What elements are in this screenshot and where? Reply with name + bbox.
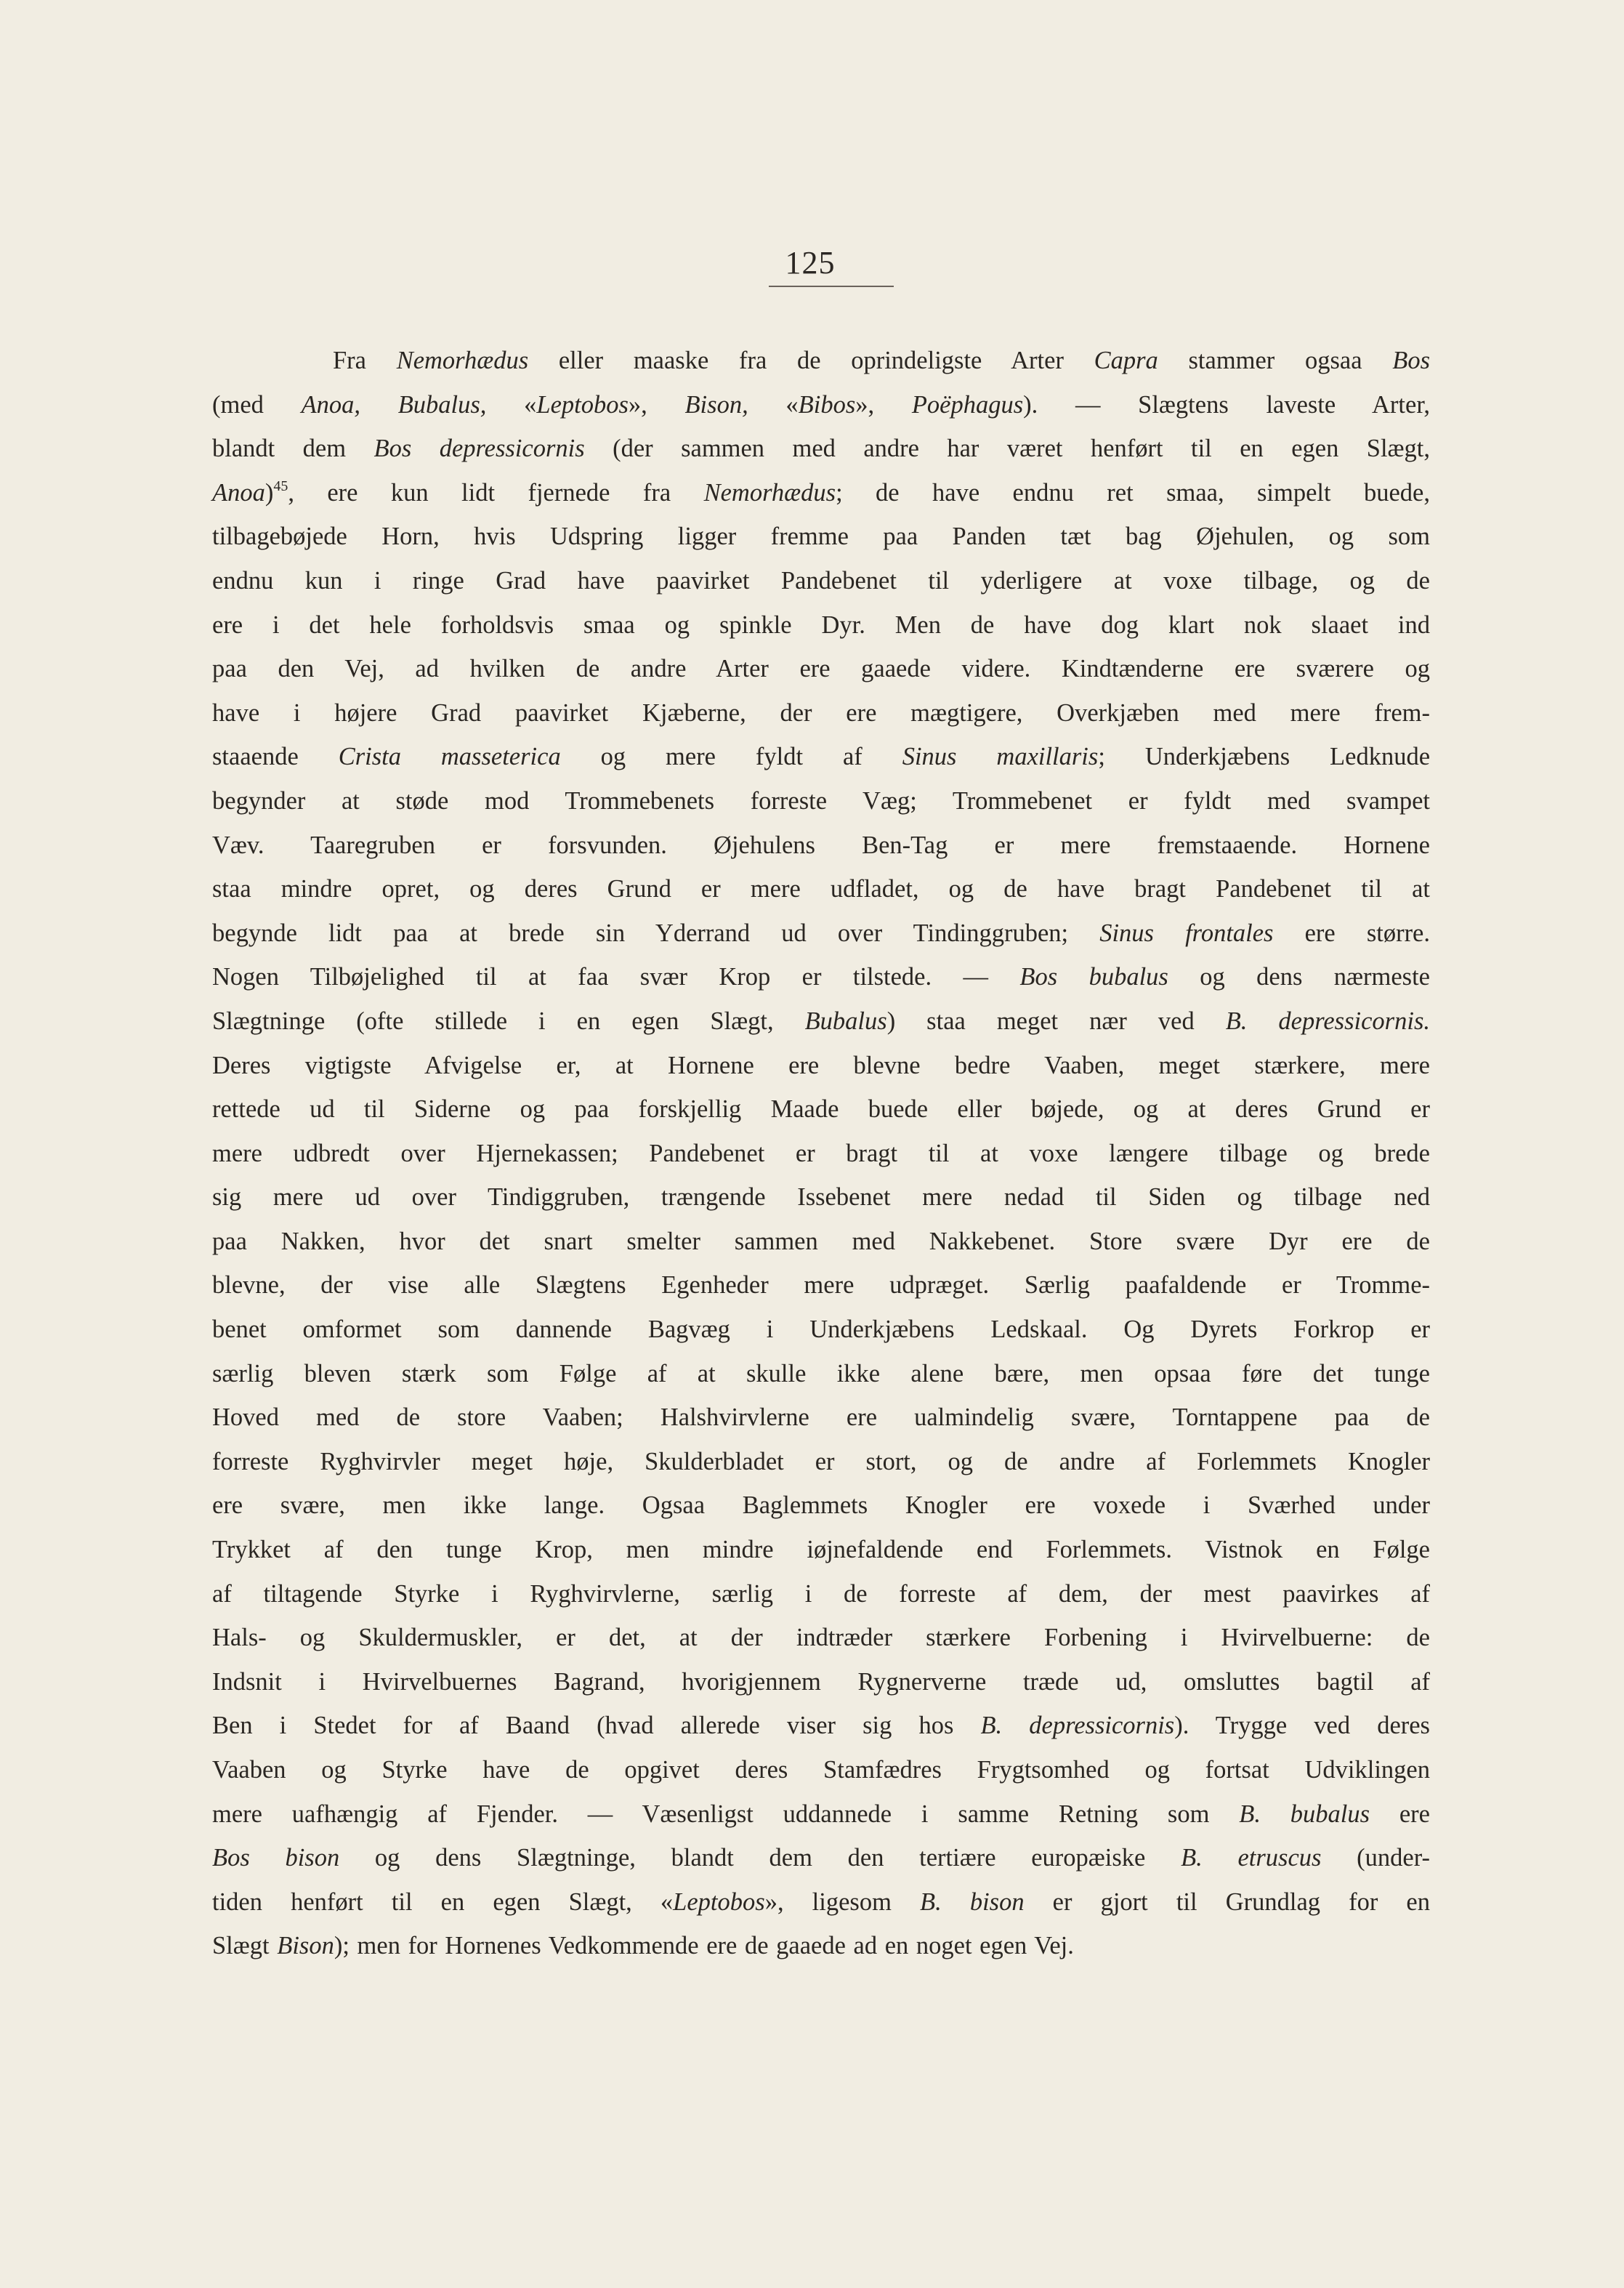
- italic-term: B. bison: [920, 1888, 1025, 1916]
- text-line: [212, 1483, 1430, 1528]
- text-run: sig mere ud over Tindiggruben, trængende Issebenet mere nedad til Siden og tilbage ned: [212, 1183, 1430, 1212]
- text-line: [212, 1616, 1430, 1660]
- text-run: », ligesom: [764, 1888, 921, 1916]
- text-run: «: [486, 390, 537, 419]
- text-run: staa mindre opret, og deres Grund er mere udfladet, og de have bragt Pandebenet til at: [212, 875, 1430, 903]
- text-line: [212, 1395, 1430, 1440]
- text-run: Ben i Stedet for af Baand (hvad allerede viser sig hos: [212, 1712, 981, 1740]
- text-line: [212, 603, 1430, 648]
- italic-term: B. depressicornis.: [1225, 1007, 1430, 1035]
- text-run: ; de have endnu ret smaa, simpelt buede,: [836, 478, 1430, 507]
- text-line: [212, 1263, 1430, 1308]
- text-line: [212, 559, 1430, 603]
- text-run: (med: [212, 390, 302, 419]
- text-run: Indsnit i Hvirvelbuernes Bagrand, hvorigjennem Rygnerverne træde ud, omsluttes bagtil af: [212, 1667, 1430, 1696]
- text-line: [212, 1572, 1430, 1616]
- text-line: [212, 955, 1430, 999]
- text-run: blevne, der vise alle Slægtens Egenheder mere udpræget. Særlig paafaldende er Tromme-: [212, 1271, 1430, 1300]
- text-line: [212, 1132, 1430, 1176]
- text-line: [212, 691, 1430, 736]
- text-line: [212, 735, 1430, 779]
- italic-term: Leptobos: [536, 390, 629, 419]
- text-run: ): [264, 478, 274, 507]
- text-line: [212, 1220, 1430, 1264]
- text-line: [212, 383, 1430, 427]
- italic-term: Nemorhædus: [703, 478, 836, 507]
- italic-term: Anoa: [212, 478, 265, 507]
- italic-term: B. bubalus: [1239, 1800, 1370, 1828]
- text-line: [212, 1044, 1430, 1088]
- text-line: [212, 823, 1430, 868]
- text-line: [212, 1792, 1430, 1837]
- text-run: ). — Slægtens laveste Arter,: [1023, 390, 1431, 419]
- text-line: [212, 1924, 1430, 1968]
- italic-term: Capra: [1094, 347, 1158, 374]
- text-run: Fra: [333, 347, 397, 374]
- text-line: [212, 1528, 1430, 1572]
- text-line: [212, 427, 1430, 471]
- text-run: ere større.: [1273, 919, 1430, 947]
- text-run: begynde lidt paa at brede sin Yderrand ud over Tindinggruben;: [212, 919, 1100, 947]
- text-run: ere svære, men ikke lange. Ogsaa Baglemmets Knogler ere voxede i Sværhed under: [212, 1491, 1430, 1520]
- text-line: [212, 1748, 1430, 1792]
- text-run: Nogen Tilbøjelighed til at faa svær Krop er tilstede. —: [212, 963, 1020, 991]
- text-run: Hoved med de store Vaaben; Halshvirvlerne ere ualmindelig svære, Torntappene paa de: [212, 1403, 1430, 1432]
- text-run: Slægtninge (ofte stillede i en egen Slægt,: [212, 1007, 805, 1035]
- text-run: ere i det hele forholdsvis smaa og spinkle Dyr. Men de have dog klart nok slaaet ind: [212, 611, 1430, 639]
- text-run: have i højere Grad paavirket Kjæberne, der ere mægtigere, Overkjæben med mere frem-: [212, 698, 1430, 727]
- text-line: [212, 1440, 1430, 1484]
- text-line: [212, 1880, 1430, 1925]
- text-run: er gjort til Grundlag for en: [1024, 1888, 1430, 1916]
- text-run: mere uafhængig af Fjender. — Væsenligst uddannede i samme Retning som: [212, 1800, 1240, 1828]
- text-run: ere: [1370, 1800, 1430, 1828]
- text-run: stammer ogsaa: [1158, 347, 1393, 374]
- text-line: [212, 471, 1430, 515]
- text-line: [212, 1704, 1430, 1748]
- text-line: [212, 1352, 1430, 1396]
- text-run: Trykket af den tunge Krop, men mindre iøjnefaldende end Forlemmets. Vistnok en Følge: [212, 1536, 1430, 1564]
- italic-term: Leptobos: [673, 1888, 765, 1916]
- text-run: mere udbredt over Hjernekassen; Pandebenet er bragt til at voxe længere tilbage og brede: [212, 1139, 1430, 1167]
- text-line: [212, 1308, 1430, 1352]
- text-run: ) staa meget nær ved: [886, 1007, 1226, 1035]
- italic-term: Poëphagus: [911, 390, 1024, 419]
- italic-term: Bos bubalus: [1019, 963, 1168, 991]
- italic-term: Sinus frontales: [1099, 919, 1274, 947]
- text-run: tilbagebøjede Horn, hvis Udspring ligger fremme paa Panden tæt bag Øjehulen, og som: [212, 523, 1430, 551]
- text-run: rettede ud til Siderne og paa forskjellig Maade buede eller bøjede, og at deres Grund er: [212, 1095, 1430, 1124]
- page-number-rule: [769, 286, 894, 287]
- italic-term: B. etruscus: [1181, 1844, 1322, 1872]
- text-run: benet omformet som dannende Bagvæg i Underkjæbens Ledskaal. Og Dyrets Forkrop er: [212, 1316, 1430, 1344]
- text-run: «: [748, 390, 799, 419]
- footnote-ref: 45: [273, 478, 288, 494]
- text-run: endnu kun i ringe Grad have paavirket Pandebenet til yderligere at voxe tilbage, og de: [212, 566, 1430, 595]
- text-run: af tiltagende Styrke i Ryghvirvlerne, særlig i de forreste af dem, der mest paavirkes af: [212, 1579, 1430, 1608]
- text-run: forreste Ryghvirvler meget høje, Skulderbladet er stort, og de andre af Forlemmets Knogler: [212, 1447, 1430, 1475]
- text-run: eller maaske fra de oprindeligste Arter: [528, 347, 1094, 374]
- italic-term: Bos depressicornis: [373, 435, 585, 463]
- text-run: ); men for Hornenes Vedkommende ere de gaaede ad en noget egen Vej.: [334, 1932, 1074, 1960]
- italic-term: B. depressicornis: [980, 1712, 1175, 1740]
- text-run: Vaaben og Styrke have de opgivet deres Stamfædres Frygtsomhed og fortsat Udviklingen: [212, 1756, 1430, 1784]
- text-line: [212, 999, 1430, 1044]
- text-run: ; Underkjæbens Ledknude: [1098, 743, 1431, 771]
- text-line: [212, 1087, 1430, 1132]
- italic-term: Nemorhædus: [396, 347, 529, 374]
- body-paragraph: [212, 339, 1430, 1968]
- text-run: »,: [628, 390, 685, 419]
- text-run: og dens nærmeste: [1168, 963, 1430, 991]
- italic-term: Bison,: [684, 390, 748, 419]
- text-run: blandt dem: [212, 435, 374, 463]
- text-run: og dens Slægtninge, blandt dem den tertiære europæiske: [339, 1844, 1181, 1872]
- text-line: [212, 1660, 1430, 1704]
- text-line: [212, 515, 1430, 559]
- text-run: Hals- og Skuldermuskler, er det, at der indtræder stærkere Forbening i Hvirvelbuerne: de: [212, 1624, 1430, 1652]
- text-run: ). Trygge ved deres: [1174, 1712, 1430, 1740]
- italic-term: Bos: [1392, 347, 1430, 374]
- italic-term: Anoa, Bubalus,: [301, 390, 487, 419]
- text-line: [212, 647, 1430, 691]
- italic-term: Bibos: [798, 390, 856, 419]
- text-line: [212, 911, 1430, 956]
- text-run: paa den Vej, ad hvilken de andre Arter ere gaaede videre. Kindtænderne ere sværere og: [212, 655, 1430, 683]
- italic-term: Bos bison: [212, 1844, 340, 1872]
- text-run: Slægt: [212, 1932, 278, 1960]
- text-line: [212, 339, 1430, 383]
- text-line: [212, 1836, 1430, 1880]
- text-line: [212, 779, 1430, 823]
- text-line: [212, 867, 1430, 911]
- text-run: begynder at støde mod Trommebenets forreste Væg; Trommebenet er fyldt med svampet: [212, 786, 1430, 815]
- page-number: 125: [785, 245, 836, 281]
- text-run: (under-: [1321, 1844, 1430, 1872]
- text-run: »,: [855, 390, 912, 419]
- text-run: Væv. Taaregruben er forsvunden. Øjehulens Ben-Tag er mere fremstaaende. Hornene: [212, 831, 1430, 859]
- text-run: særlig bleven stærk som Følge af at skulle ikke alene bære, men opsaa føre det tunge: [212, 1359, 1430, 1387]
- text-run: (der sammen med andre har været henført til en egen Slægt,: [584, 435, 1430, 463]
- text-run: Deres vigtigste Afvigelse er, at Hornene ere blevne bedre Vaaben, meget stærkere, mere: [212, 1051, 1430, 1079]
- italic-term: Bison: [277, 1932, 334, 1960]
- text-line: [212, 1175, 1430, 1220]
- text-run: , ere kun lidt fjernede fra: [288, 478, 704, 507]
- text-run: paa Nakken, hvor det snart smelter sammen med Nakkebenet. Store svære Dyr ere de: [212, 1227, 1430, 1255]
- italic-term: Sinus maxillaris: [902, 743, 1099, 771]
- text-run: staaende: [212, 743, 339, 771]
- italic-term: Bubalus: [804, 1007, 887, 1035]
- text-run: og mere fyldt af: [560, 743, 902, 771]
- italic-term: Crista masseterica: [338, 743, 561, 771]
- text-run: tiden henført til en egen Slægt, «: [212, 1888, 674, 1916]
